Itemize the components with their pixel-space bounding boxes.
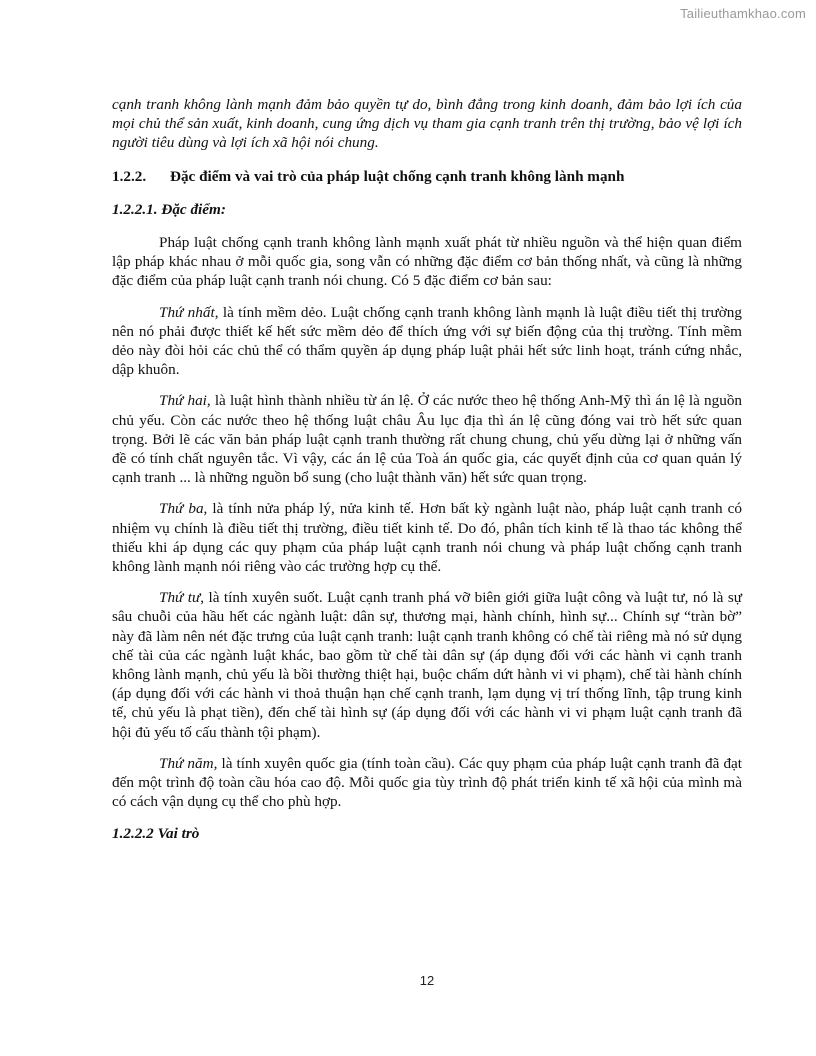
page-number: 12 bbox=[419, 973, 435, 988]
paragraph-lead: Thứ nhất bbox=[159, 303, 215, 321]
paragraph-fifth bbox=[112, 754, 742, 812]
section-heading bbox=[112, 167, 742, 186]
intro-paragraph: cạnh tranh không lành mạnh đảm bảo quyền tự do, bình đẳng trong kinh doanh, đảm bảo lợi ích của mọi chủ thể sản xuất, kinh doanh, cung ứng dịch vụ tham gia cạnh tranh trên thị trường, bảo vệ lợi ích người tiêu dùng và lợi ích xã hội nói chung. bbox=[112, 96, 742, 152]
paragraph-text: là tính xuyên quốc gia (tính toàn cầu). Các quy phạm của pháp luật cạnh tranh đã đạt đến một trình độ toàn cầu hóa cao độ. Mỗi quốc gia tùy trình độ phát triển kinh tế xã hội của mình mà có cách vận dụng cụ thể cho phù hợp. bbox=[112, 754, 743, 811]
document-body bbox=[112, 95, 742, 857]
paragraph-lead: Thứ năm, bbox=[159, 754, 218, 772]
subsection-heading-characteristics: 1.2.2.1. Đặc điểm: bbox=[112, 200, 226, 218]
section-title: Đặc điểm và vai trò của pháp luật chống cạnh tranh không lành mạnh bbox=[170, 167, 625, 185]
paragraph-overview: Pháp luật chống cạnh tranh không lành mạnh xuất phát từ nhiều nguồn và thể hiện quan điểm lập pháp khác nhau ở mỗi quốc gia, song vẫn có những đặc điểm cơ bản thống nhất, và cũng là những đặc điểm của pháp luật cạnh tranh nói chung. Có 5 đặc điểm cơ bản sau: bbox=[112, 234, 742, 290]
watermark: Tailieuthamkhao.com bbox=[680, 6, 806, 21]
paragraph-text: , là tính mềm dẻo. Luật chống cạnh tranh không lành mạnh là luật điều tiết thị trường nên nó phải được thiết kế hết sức mềm dẻo để thích ứng với sự biến động của thị trường. Tính mềm dẻo này đòi hỏi các chủ thể có thẩm quyền áp dụng pháp luật phải hết sức linh hoạt, tránh cứng nhắc, dập khuôn. bbox=[112, 303, 742, 379]
paragraph-text: , là luật hình thành nhiều từ án lệ. Ở các nước theo hệ thống Anh-Mỹ thì án lệ là nguồn chủ yếu. Còn các nước theo hệ thống luật châu Âu lục địa thì án lệ cũng đóng vai trò hết sức quan trọng. Bởi lẽ các văn bản pháp luật cạnh tranh thường rất chung chung, chủ yếu dừng lại ở những vấn đề có tính chất nguyên tắc. Vì vậy, các án lệ của Toà án quốc gia, các quyết định của cơ quan quản lý cạnh tranh ... là những nguồn bổ sung (cho luật thành văn) hết sức quan trọng. bbox=[112, 392, 743, 487]
paragraph-third bbox=[112, 499, 742, 576]
paragraph-lead: Thứ ba bbox=[159, 500, 204, 518]
paragraph-first bbox=[112, 303, 742, 380]
paragraph-text: , là tính xuyên suốt. Luật cạnh tranh phá vỡ biên giới giữa luật công và luật tư, nó là sự sâu chuỗi của hầu hết các ngành luật: dân sự, thương mại, hành chính, hình sự... Chính sự “tràn bờ” này đã làm nên nét đặc trưng của luật cạnh tranh: luật cạnh tranh không có chế tài riêng mà nó sử dụng chế tài của các ngành luật khác, bao gồm từ chế tài dân sự (áp dụng đối với các hành vi cạnh tranh không lành mạnh, chủ yếu là bồi thường thiệt hại, buộc chấm dứt hành vi vi phạm), chế tài hành chính (áp dụng đối với các hành vi thoả thuận hạn chế cạnh tranh, lạm dụng vị trí thống lĩnh, tập trung kinh tế, chủ yếu là phạt tiền), đến chế tài hình sự (áp dụng đối với các hành vi vi phạm luật cạnh tranh đã hội đủ yếu tố cấu thành tội phạm). bbox=[112, 589, 742, 741]
paragraph-lead: Thứ hai bbox=[159, 392, 207, 410]
paragraph-fourth bbox=[112, 588, 742, 742]
paragraph-second bbox=[112, 391, 742, 487]
subsection-heading-role: 1.2.2.2 Vai trò bbox=[112, 824, 200, 842]
paragraph-text: , là tính nửa pháp lý, nửa kinh tế. Hơn bất kỳ ngành luật nào, pháp luật cạnh tranh có nhiệm vụ chính là điều tiết thị trường, điều tiết kinh tế. Do đó, phân tích kinh tế là thao tác không thể thiếu khi áp dụng các quy phạm của pháp luật cạnh tranh nói chung và pháp luật chống cạnh tranh không lành mạnh nói riêng vào các trường hợp cụ thể. bbox=[112, 500, 742, 576]
paragraph-lead: Thứ tư bbox=[159, 589, 201, 607]
section-number: 1.2.2. bbox=[112, 167, 147, 185]
